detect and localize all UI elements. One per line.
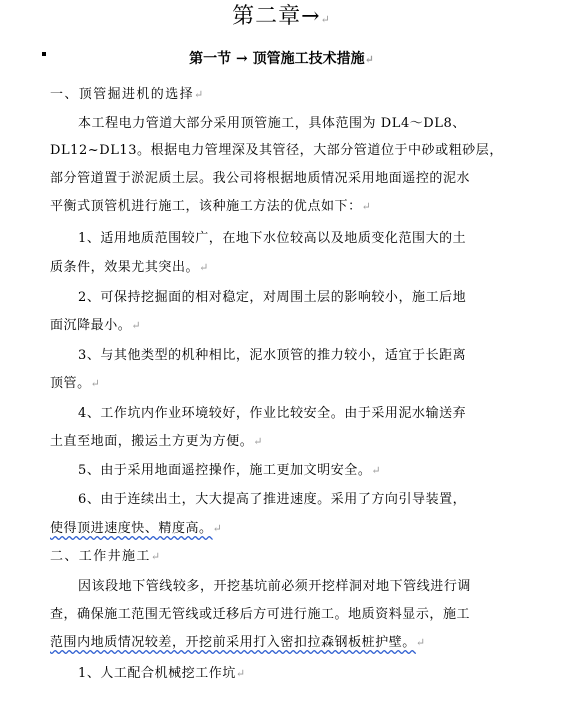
paragraph-mark-icon: ↵	[131, 319, 142, 332]
body-line: 顶管。↵	[50, 376, 101, 391]
list-item: 1、人工配合机械挖工作坑↵	[78, 666, 246, 681]
paragraph-mark-icon: ↵	[199, 261, 209, 274]
chapter-title: 第二章→↵	[232, 4, 331, 29]
body-line: 本工程电力管道大部分采用顶管施工，具体范围为 DL4～DL8、	[78, 116, 466, 131]
heading-2: 二、工作井施工↵	[50, 549, 162, 564]
body-line: 面沉降最小。↵	[50, 318, 142, 333]
list-item: 4、工作坑内作业环境较好，作业比较安全。由于采用泥水输送弃	[78, 406, 467, 421]
list-item: 3、与其他类型的机种相比，泥水顶管的推力较小，适宜于长距离	[78, 348, 467, 363]
paragraph-mark-icon: ↵	[194, 88, 205, 101]
body-line: 因该段地下管线较多，开挖基坑前必须开挖样洞对地下管线进行调	[78, 579, 471, 594]
list-item: 1、适用地质范围较广，在地下水位较高以及地质变化范围大的土	[78, 231, 467, 246]
section-title: 第一节 → 顶管施工技术措施↵	[189, 51, 374, 67]
paragraph-mark-icon: ↵	[415, 636, 426, 649]
body-line: 质条件，效果尤其突出。↵	[50, 260, 209, 275]
body-line: 范围内地质情况较差，开挖前采用打入密扣拉森钢板桩护壁。↵	[50, 635, 426, 650]
paragraph-mark-icon: ↵	[320, 13, 331, 26]
heading-1: 一、顶管掘进机的选择↵	[50, 87, 205, 102]
paragraph-mark-icon: ↵	[371, 464, 382, 477]
list-item: 5、由于采用地面遥控操作，施工更加文明安全。↵	[78, 463, 382, 478]
body-line: 土直至地面，搬运土方更为方便。↵	[50, 434, 264, 449]
body-line: 查，确保施工范围无管线或迁移后方可进行施工。地质资料显示，施工	[50, 607, 471, 622]
list-item: 2、可保持挖掘面的相对稳定，对周围土层的影响较小，施工后地	[78, 290, 467, 305]
body-line: 平衡式顶管机进行施工，该种施工方法的优点如下：↵	[50, 199, 372, 214]
body-line: 使得顶进速度快、精度高。↵	[50, 521, 223, 536]
paragraph-mark-icon: ↵	[90, 377, 101, 390]
paragraph-mark-icon: ↵	[361, 200, 372, 213]
paragraph-mark-icon: ↵	[253, 435, 264, 448]
paragraph-mark-icon: ↵	[150, 550, 162, 563]
body-line: DL12~DL13。根据电力管埋深及其管径，大部分管道位于中砂或粗砂层，	[50, 143, 503, 158]
body-line: 部分管道置于淤泥质土层。我公司将根据地质情况采用地面遥控的泥水	[50, 171, 471, 186]
paragraph-mark-icon: ↵	[364, 53, 374, 66]
paragraph-mark-icon: ↵	[212, 522, 223, 535]
list-item: 6、由于连续出土，大大提高了推进速度。采用了方向引导装置，	[78, 492, 467, 507]
paragraph-mark-icon: ↵	[235, 667, 246, 680]
